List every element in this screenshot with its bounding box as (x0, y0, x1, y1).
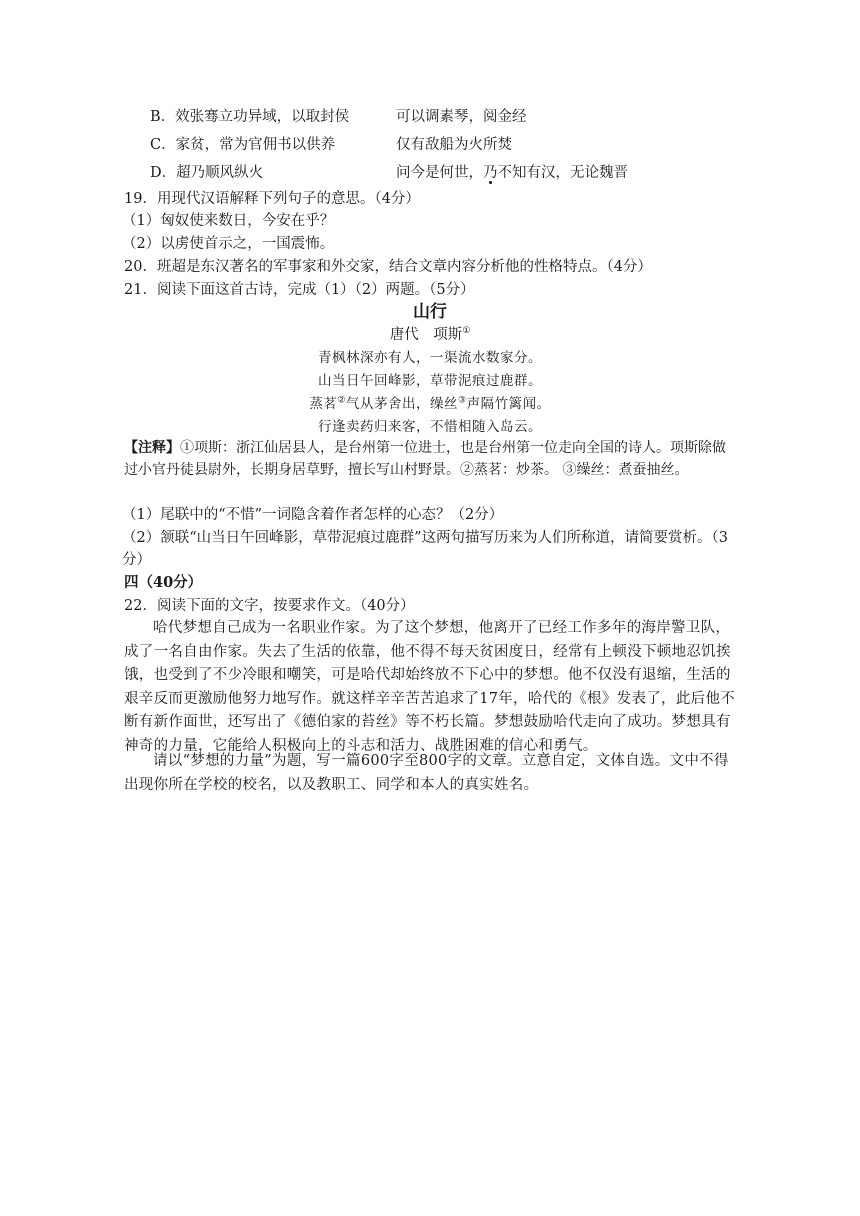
option-c-left: C．家贫，常为官佣书以供养 (150, 137, 336, 153)
question-19-sub-1: （1）匈奴使来数日，今安在乎？ (122, 213, 335, 229)
footnote-mark: ③ (458, 395, 467, 406)
question-21-sub-2: （2）颔联“山当日午回峰影，草带泥痕过鹿群”这两句描写历来为人们所称道，请简要赏析。（3分） (122, 530, 729, 568)
essay-instructions: 请以“梦想的力量”为题，写一篇600字至800字的文章。立意自定，文体自选。文中不得出现你所在学校的校名，以及教职工、同学和本人的真实姓名。 (124, 753, 729, 793)
question-21-sub-1: （1）尾联中的“不惜”一词隐含着作者怎样的心态？（2分） (122, 507, 504, 523)
question-20: 20．班超是东汉著名的军事家和外交家，结合文章内容分析他的性格特点。（4分） (124, 259, 652, 275)
question-19: 19．用现代汉语解释下列句子的意思。（4分） (124, 191, 420, 207)
question-22: 22．阅读下面的文字，按要求作文。（40分） (124, 598, 415, 614)
question-19-sub-2: （2）以虏使首示之，一国震怖。 (122, 236, 335, 252)
option-c-right: 仅有敌船为火所焚 (396, 137, 512, 153)
notes-label: 【注释】 (124, 440, 180, 456)
poem-author: 唐代 项斯① (389, 326, 471, 343)
poem-line-2: 山当日午回峰影，草带泥痕过鹿群。 (318, 373, 542, 389)
option-d-left: D．超乃顺风纵火 (150, 165, 264, 181)
footnote-mark: ① (462, 326, 471, 337)
essay-material: 哈代梦想自己成为一名职业作家。为了这个梦想，他离开了已经工作多年的海岸警卫队，成了一名自由作家。失去了生活的依靠，他不得不每天贫困度日，经常有上顿没下顿地忍饥挨饿，也受到了不少冷眼和嘲笑，可是哈代却始终放不下心中的梦想。他不仅没有退缩，生活的艰辛反而更激励他努力地写作。就这样辛辛苦苦追求了17年，哈代的《根》发表了，此后他不断有新作面世，还写出了《德伯家的苔丝》等不朽长篇。梦想鼓励哈代走向了成功。梦想具有神奇的力量，它能给人积极向上的斗志和活力、战胜困难的信心和勇气。 (124, 620, 736, 754)
footnote-mark: ② (337, 395, 346, 406)
question-21: 21．阅读下面这首古诗，完成（1）（2）两题。（5分） (124, 282, 475, 298)
poem-notes: 【注释】①项斯：浙江仙居县人，是台州第一位进士，也是台州第一位走向全国的诗人。项斯除做过小官丹徒县尉外，长期身居草野，擅长写山村野景。②蒸茗：炒茶。 ③缲丝：煮蚕抽丝。 (124, 440, 726, 478)
poem-line-3: 蒸茗②气从茅舍出，缲丝③声隔竹篱闻。 (309, 395, 551, 412)
emphasis-dot-char: 乃 (483, 165, 498, 181)
section-4-heading: 四（40分） (124, 574, 203, 591)
option-b-left: B．效张骞立功异域，以取封侯 (150, 109, 350, 125)
poem-line-4: 行逢卖药归来客，不惜相随入岛云。 (318, 419, 542, 435)
poem-line-1: 青枫林深亦有人，一渠流水数家分。 (318, 350, 542, 366)
option-b-right: 可以调素琴，阅金经 (396, 109, 527, 125)
option-d-right: 问今是何世，乃不知有汉，无论魏晋 (396, 165, 628, 181)
poem-title: 山行 (413, 302, 447, 322)
